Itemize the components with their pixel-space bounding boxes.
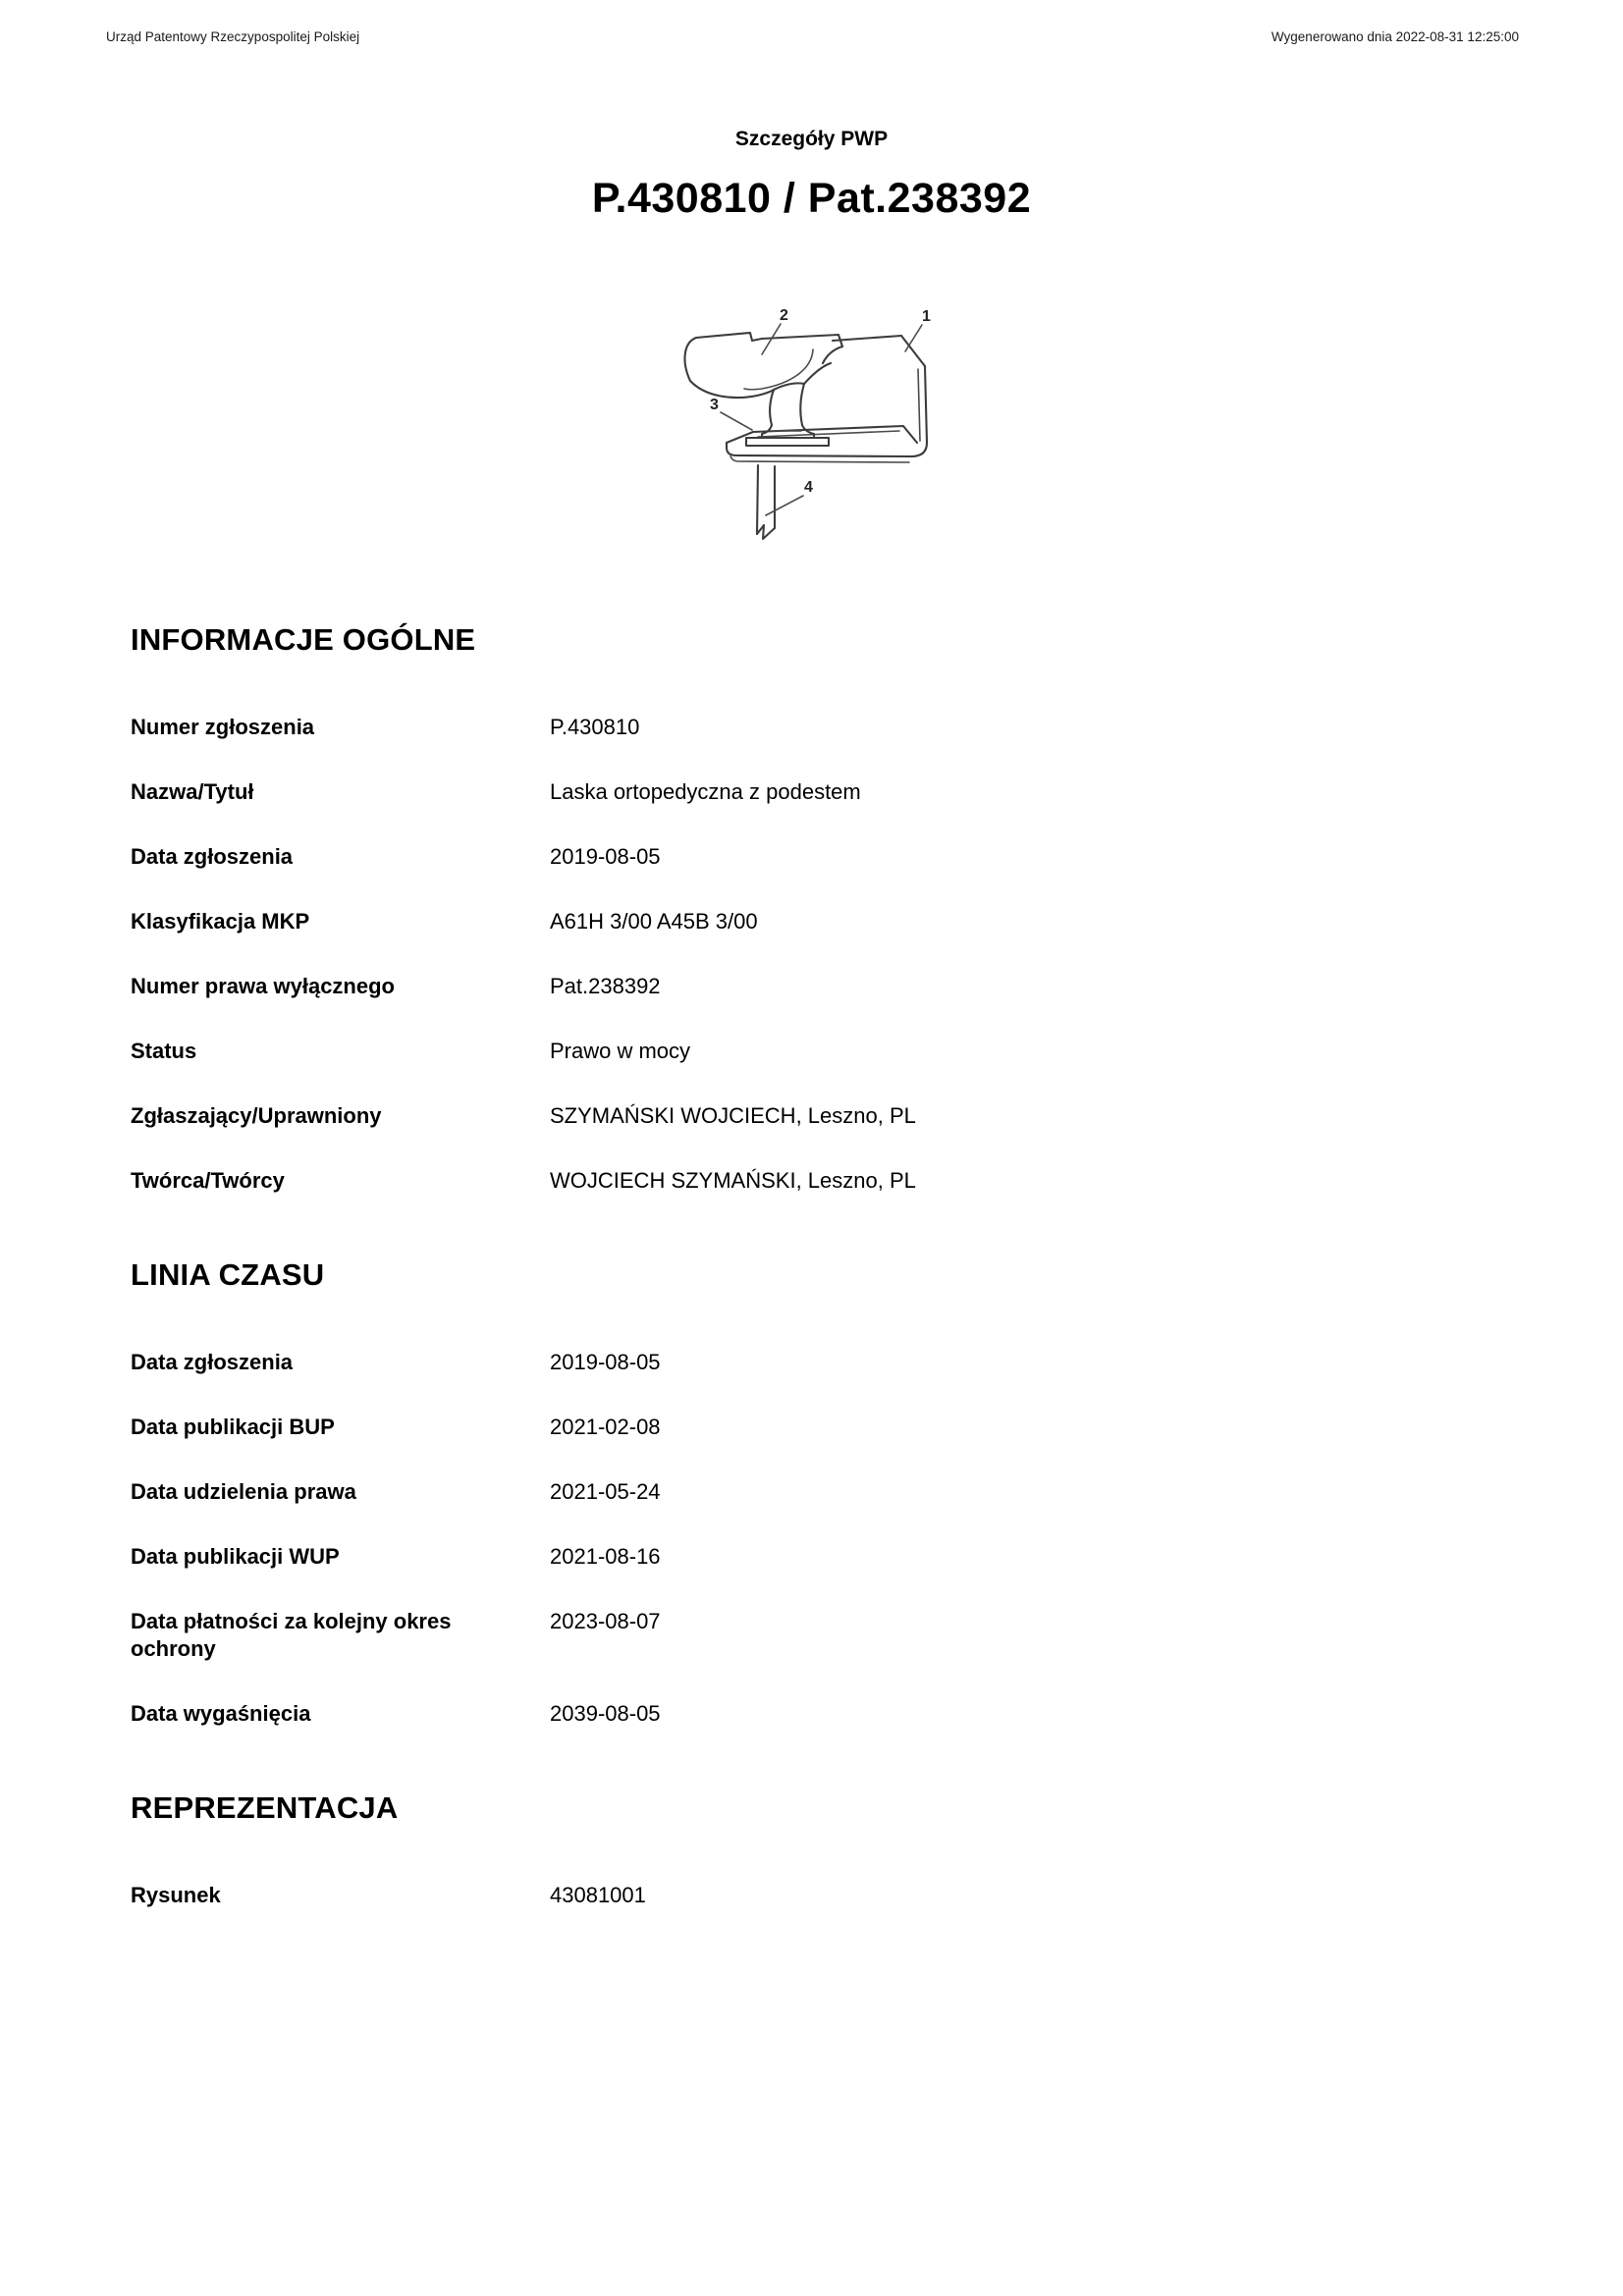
- field-row: [131, 1102, 1427, 1130]
- field-row: [131, 843, 1427, 871]
- figure-label-1: 1: [922, 308, 931, 325]
- field-label: Data publikacji BUP: [131, 1415, 335, 1439]
- field-value: P.430810: [550, 715, 640, 739]
- doc-subtitle: Szczegóły PWP: [734, 128, 889, 150]
- field-row: [131, 1414, 1427, 1441]
- field-label: Status: [131, 1039, 197, 1063]
- generated-timestamp: Wygenerowano dnia 2022-08-31 12:25:00: [1271, 29, 1519, 44]
- field-value: 2021-05-24: [550, 1479, 661, 1504]
- field-row: [131, 1608, 1427, 1663]
- field-label: Rysunek: [131, 1883, 221, 1907]
- section-heading: INFORMACJE OGÓLNE: [131, 622, 476, 657]
- field-value: Pat.238392: [550, 974, 661, 998]
- field-value: 2019-08-05: [550, 1350, 661, 1374]
- figure-label-3: 3: [710, 397, 719, 413]
- field-row: [131, 1349, 1427, 1376]
- field-label: Data publikacji WUP: [131, 1544, 340, 1569]
- field-label: Data zgłoszenia: [131, 844, 294, 869]
- field-row: [131, 1167, 1427, 1195]
- patent-drawing-icon: [664, 288, 958, 558]
- sections: [131, 621, 1427, 1947]
- figure-label-2: 2: [780, 307, 788, 324]
- field-row: [131, 1700, 1427, 1728]
- field-value: SZYMAŃSKI WOJCIECH, Leszno, PL: [550, 1103, 916, 1128]
- field-value: 2019-08-05: [550, 844, 661, 869]
- field-value: 2039-08-05: [550, 1701, 661, 1726]
- section-heading: LINIA CZASU: [131, 1257, 325, 1292]
- section-rows: [131, 714, 1427, 1195]
- field-label: Data płatności za kolejny okres ochrony: [131, 1609, 452, 1661]
- field-row: [131, 908, 1427, 935]
- field-value: Laska ortopedyczna z podestem: [550, 779, 861, 804]
- field-value: 2021-08-16: [550, 1544, 661, 1569]
- field-label: Data zgłoszenia: [131, 1350, 294, 1374]
- field-label: Zgłaszający/Uprawniony: [131, 1103, 382, 1128]
- field-row: [131, 778, 1427, 806]
- field-value: 43081001: [550, 1883, 646, 1907]
- section-heading: REPREZENTACJA: [131, 1790, 399, 1825]
- page-title: P.430810 / Pat.238392: [591, 175, 1032, 222]
- section: [131, 1789, 1427, 1909]
- section: [131, 1256, 1427, 1728]
- field-row: [131, 1882, 1427, 1909]
- office-name: Urząd Patentowy Rzeczypospolitej Polskiej: [106, 29, 360, 44]
- section: [131, 621, 1427, 1195]
- field-value: 2021-02-08: [550, 1415, 661, 1439]
- field-label: Data udzielenia prawa: [131, 1479, 356, 1504]
- field-value: WOJCIECH SZYMAŃSKI, Leszno, PL: [550, 1168, 916, 1193]
- doc-header: [106, 29, 1519, 44]
- field-row: [131, 1478, 1427, 1506]
- field-label: Twórca/Twórcy: [131, 1168, 285, 1193]
- field-value: Prawo w mocy: [550, 1039, 691, 1063]
- field-row: [131, 1543, 1427, 1571]
- field-label: Numer prawa wyłącznego: [131, 974, 395, 998]
- field-value: 2023-08-07: [550, 1609, 661, 1633]
- section-rows: [131, 1882, 1427, 1909]
- section-rows: [131, 1349, 1427, 1728]
- field-row: [131, 714, 1427, 741]
- field-label: Klasyfikacja MKP: [131, 909, 310, 934]
- field-label: Data wygaśnięcia: [131, 1701, 311, 1726]
- field-label: Nazwa/Tytuł: [131, 779, 254, 804]
- patent-figure: [664, 288, 958, 558]
- field-value: A61H 3/00 A45B 3/00: [550, 909, 758, 934]
- field-row: [131, 1038, 1427, 1065]
- field-row: [131, 973, 1427, 1000]
- field-label: Numer zgłoszenia: [131, 715, 315, 739]
- figure-label-4: 4: [804, 479, 813, 496]
